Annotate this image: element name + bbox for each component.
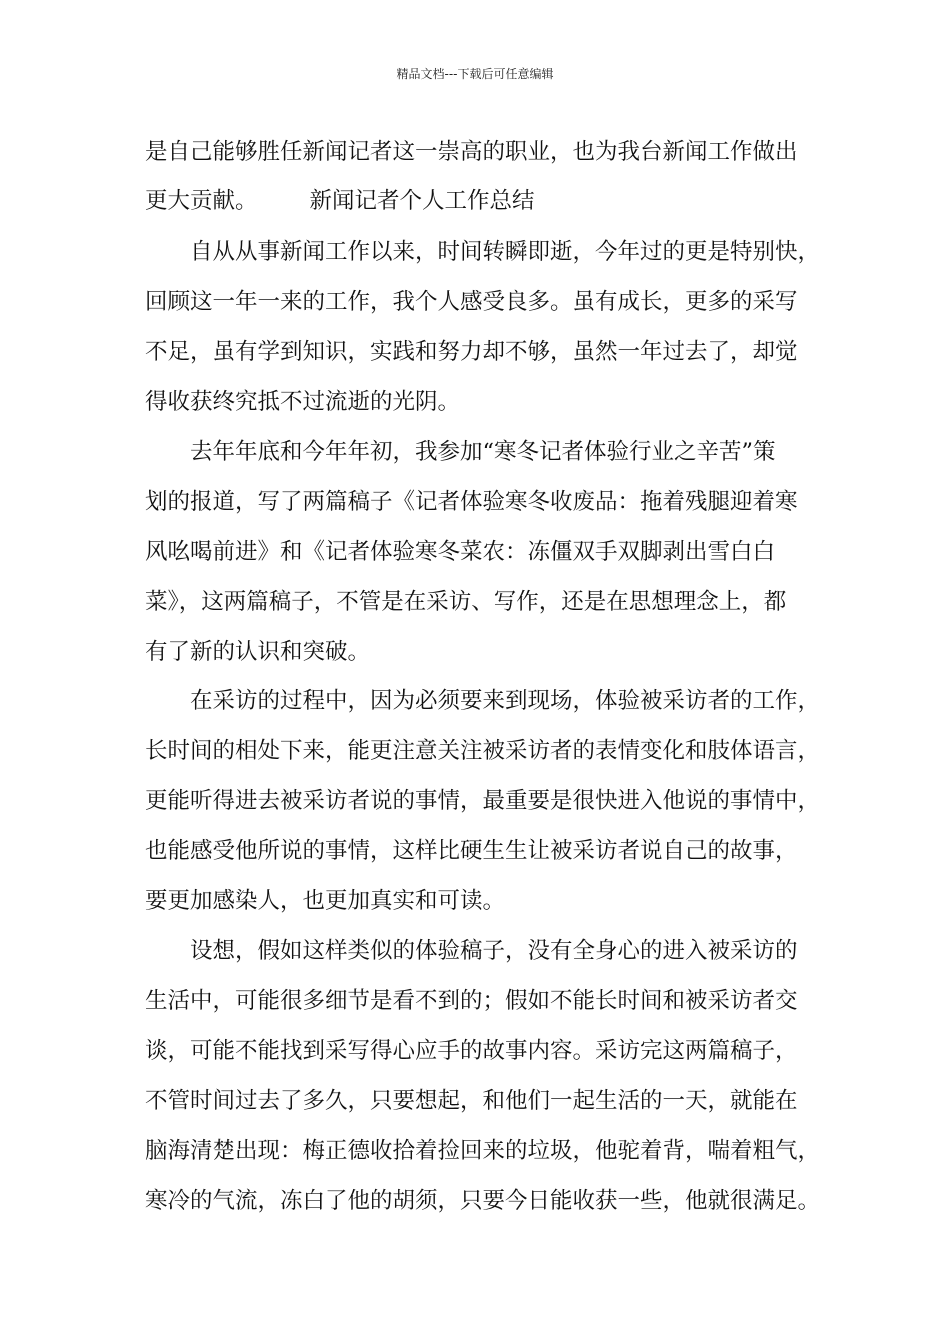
text-line: 脑海清楚出现：梅正德收拾着捡回来的垃圾，他驼着背，喘着粗气，	[145, 1138, 821, 1164]
text-line: 寒冷的气流，冻白了他的胡须，只要今日能收获一些，他就很满足。	[145, 1188, 821, 1214]
text-line: 要更加感染人，也更加真实和可读。	[145, 888, 506, 914]
text-line: 也能感受他所说的事情，这样比硬生生让被采访者说自己的故事，	[145, 838, 798, 864]
text-line: 更能听得进去被采访者说的事情，最重要是很快进入他说的事情中，	[145, 788, 821, 814]
text-line: 回顾这一年一来的工作，我个人感受良多。虽有成长，更多的采写	[145, 289, 798, 315]
text-line: 有了新的认识和突破。	[145, 639, 371, 665]
text-line: 风吆喝前进》和《记者体验寒冬菜农：冻僵双手双脚剥出雪白白	[145, 539, 776, 565]
text-line	[145, 186, 535, 216]
paragraph-start-line: 在采访的过程中，因为必须要来到现场，体验被采访者的工作，	[190, 688, 821, 714]
paragraph-start-line: 去年年底和今年年初，我参加“寒冬记者体验行业之辛苦”策	[190, 439, 776, 465]
text-line: 菜》，这两篇稿子，不管是在采访、写作，还是在思想理念上，都	[145, 589, 787, 615]
page-header: 精品文档---下载后可任意编辑	[396, 67, 554, 81]
text-line: 是自己能够胜任新闻记者这一崇高的职业，也为我台新闻工作做出	[145, 139, 798, 165]
paragraph-start-line: 设想，假如这样类似的体验稿子，没有全身心的进入被采访的	[190, 938, 798, 964]
paragraph-start-line: 自从从事新闻工作以来，时间转瞬即逝，今年过的更是特别快，	[190, 239, 821, 265]
text-line: 划的报道，写了两篇稿子《记者体验寒冬收废品：拖着残腿迎着寒	[145, 489, 798, 515]
text-line: 得收获终究抵不过流逝的光阴。	[145, 389, 461, 415]
text-line: 不足，虽有学到知识，实践和努力却不够，虽然一年过去了，却觉	[145, 339, 798, 365]
text-line: 谈，可能不能找到采写得心应手的故事内容。采访完这两篇稿子，	[145, 1038, 798, 1064]
text-line: 不管时间过去了多久，只要想起，和他们一起生活的一天，就能在	[145, 1088, 798, 1114]
text-line: 长时间的相处下来，能更注意关注被采访者的表情变化和肢体语言，	[145, 738, 821, 764]
section-title: 新闻记者个人工作总结	[309, 188, 535, 214]
text-line-content: 更大贡献。	[145, 188, 258, 214]
text-line: 生活中，可能很多细节是看不到的；假如不能长时间和被采访者交	[145, 988, 798, 1014]
